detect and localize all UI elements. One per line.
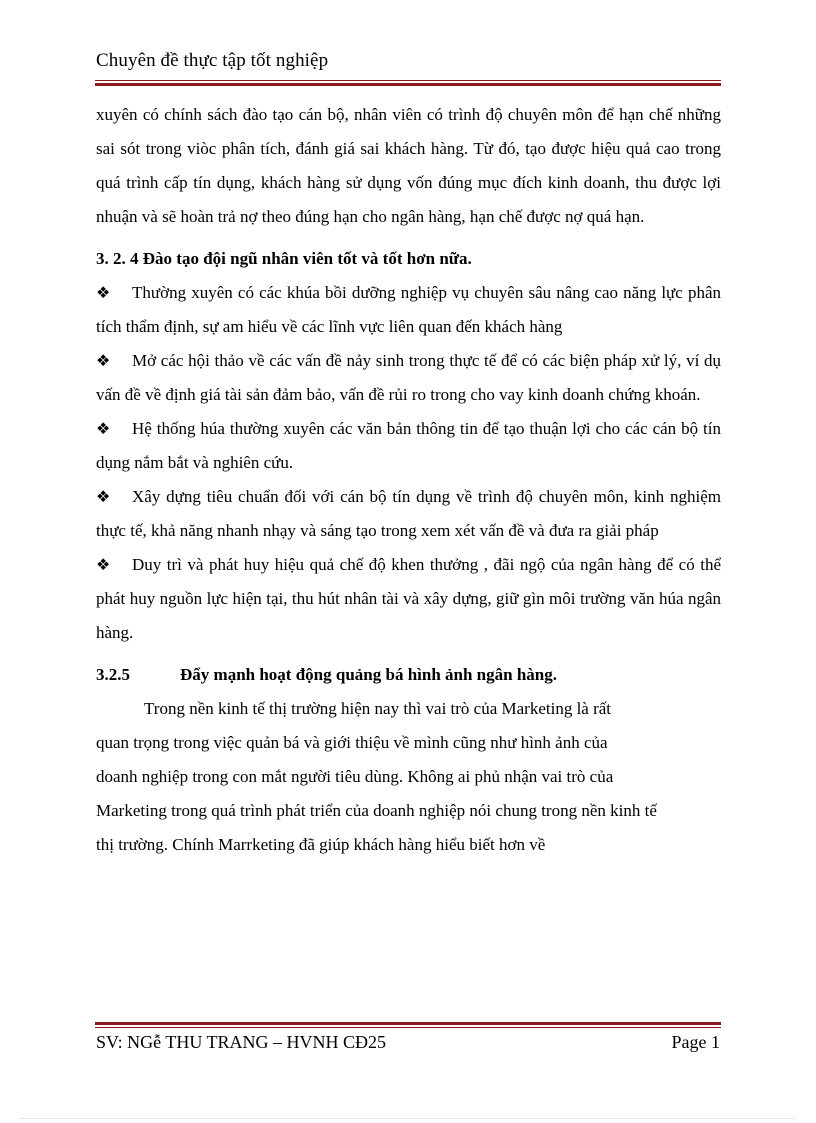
footer-rule [95, 1022, 721, 1028]
page-header-title: Chuyên đề thực tập tốt nghiệp [96, 50, 329, 71]
body-line: Marketing trong quá trình phát triển của doanh nghiệp nói chung trong nền kinh tế [96, 801, 657, 820]
footer-author: SV: NGễ THU TRANG – HVNH CĐ25 [96, 1032, 387, 1052]
document-body [96, 98, 721, 862]
page-boundary [20, 1118, 796, 1119]
body-line: Trong nền kinh tế thị trường hiện nay thì vai trò của Marketing là rất [144, 699, 612, 718]
bullet-item: ❖ Thường xuyên có các khúa bồi dưỡng nghiệp vụ chuyên sâu nâng cao năng lực phân tích thẩm định, sự am hiểu về các lĩnh vực liên quan đến khách hàng [96, 276, 721, 344]
diamond-bullet-icon: ❖ [96, 555, 111, 574]
bullet-item: ❖ Hệ thống húa thường xuyên các văn bản thông tin để tạo thuận lợi cho các cán bộ tín dụng nắm bắt và nghiên cứu. [96, 412, 721, 480]
diamond-bullet-icon: ❖ [96, 419, 111, 438]
footer-page-number: Page 1 [671, 1032, 720, 1052]
diamond-bullet-icon: ❖ [96, 351, 111, 370]
intro-paragraph: xuyên có chính sách đào tạo cán bộ, nhân viên có trình độ chuyên môn để hạn chế những sai sót trong viòc phân tích, đánh giá sai khách hàng. Từ đó, tạo được hiệu quả cao trong quá trình cấp tín dụng, khách hàng sử dụng vốn đúng mục đích kinh doanh, thu được lợi nhuận và sẽ hoàn trả nợ theo đúng hạn cho ngân hàng, hạn chế được nợ quá hạn. [96, 105, 721, 226]
bullet-item: ❖ Xây dựng tiêu chuẩn đối với cán bộ tín dụng về trình độ chuyên môn, kinh nghiệm thực tế, khả năng nhanh nhạy và sáng tạo trong xem xét vấn đề và đưa ra giải pháp [96, 480, 721, 548]
bullet-item: ❖ Duy trì và phát huy hiệu quả chế độ khen thưởng , đãi ngộ của ngân hàng để có thể phát huy nguồn lực hiện tại, thu hút nhân tài và xây dựng, giữ gìn môi trường văn húa ngân hàng. [96, 548, 721, 650]
diamond-bullet-icon: ❖ [96, 283, 111, 302]
header-rule [95, 80, 721, 86]
body-line: thị trường. Chính Marrketing đã giúp khách hàng hiểu biết hơn về [96, 835, 546, 854]
section-title: Đẩy mạnh hoạt động quảng bá hình ảnh ngân hàng. [180, 665, 558, 684]
section-heading-3-2-4: 3. 2. 4 Đào tạo đội ngũ nhân viên tốt và tốt hơn nữa. [96, 249, 472, 268]
body-line: quan trọng trong việc quản bá và giới thiệu về mình cũng như hình ảnh của [96, 733, 608, 752]
section-heading-3-2-5 [96, 658, 721, 692]
diamond-bullet-icon: ❖ [96, 487, 111, 506]
section-number: 3.2.5 [96, 665, 130, 684]
bullet-item: ❖ Mở các hội thảo về các vấn đề nảy sinh trong thực tế để có các biện pháp xử lý, ví dụ vấn đề về định giá tài sản đảm bảo, vấn đề rủi ro trong cho vay kinh doanh chứng khoán. [96, 344, 721, 412]
body-line: doanh nghiệp trong con mắt người tiêu dùng. Không ai phủ nhận vai trò của [96, 767, 614, 786]
